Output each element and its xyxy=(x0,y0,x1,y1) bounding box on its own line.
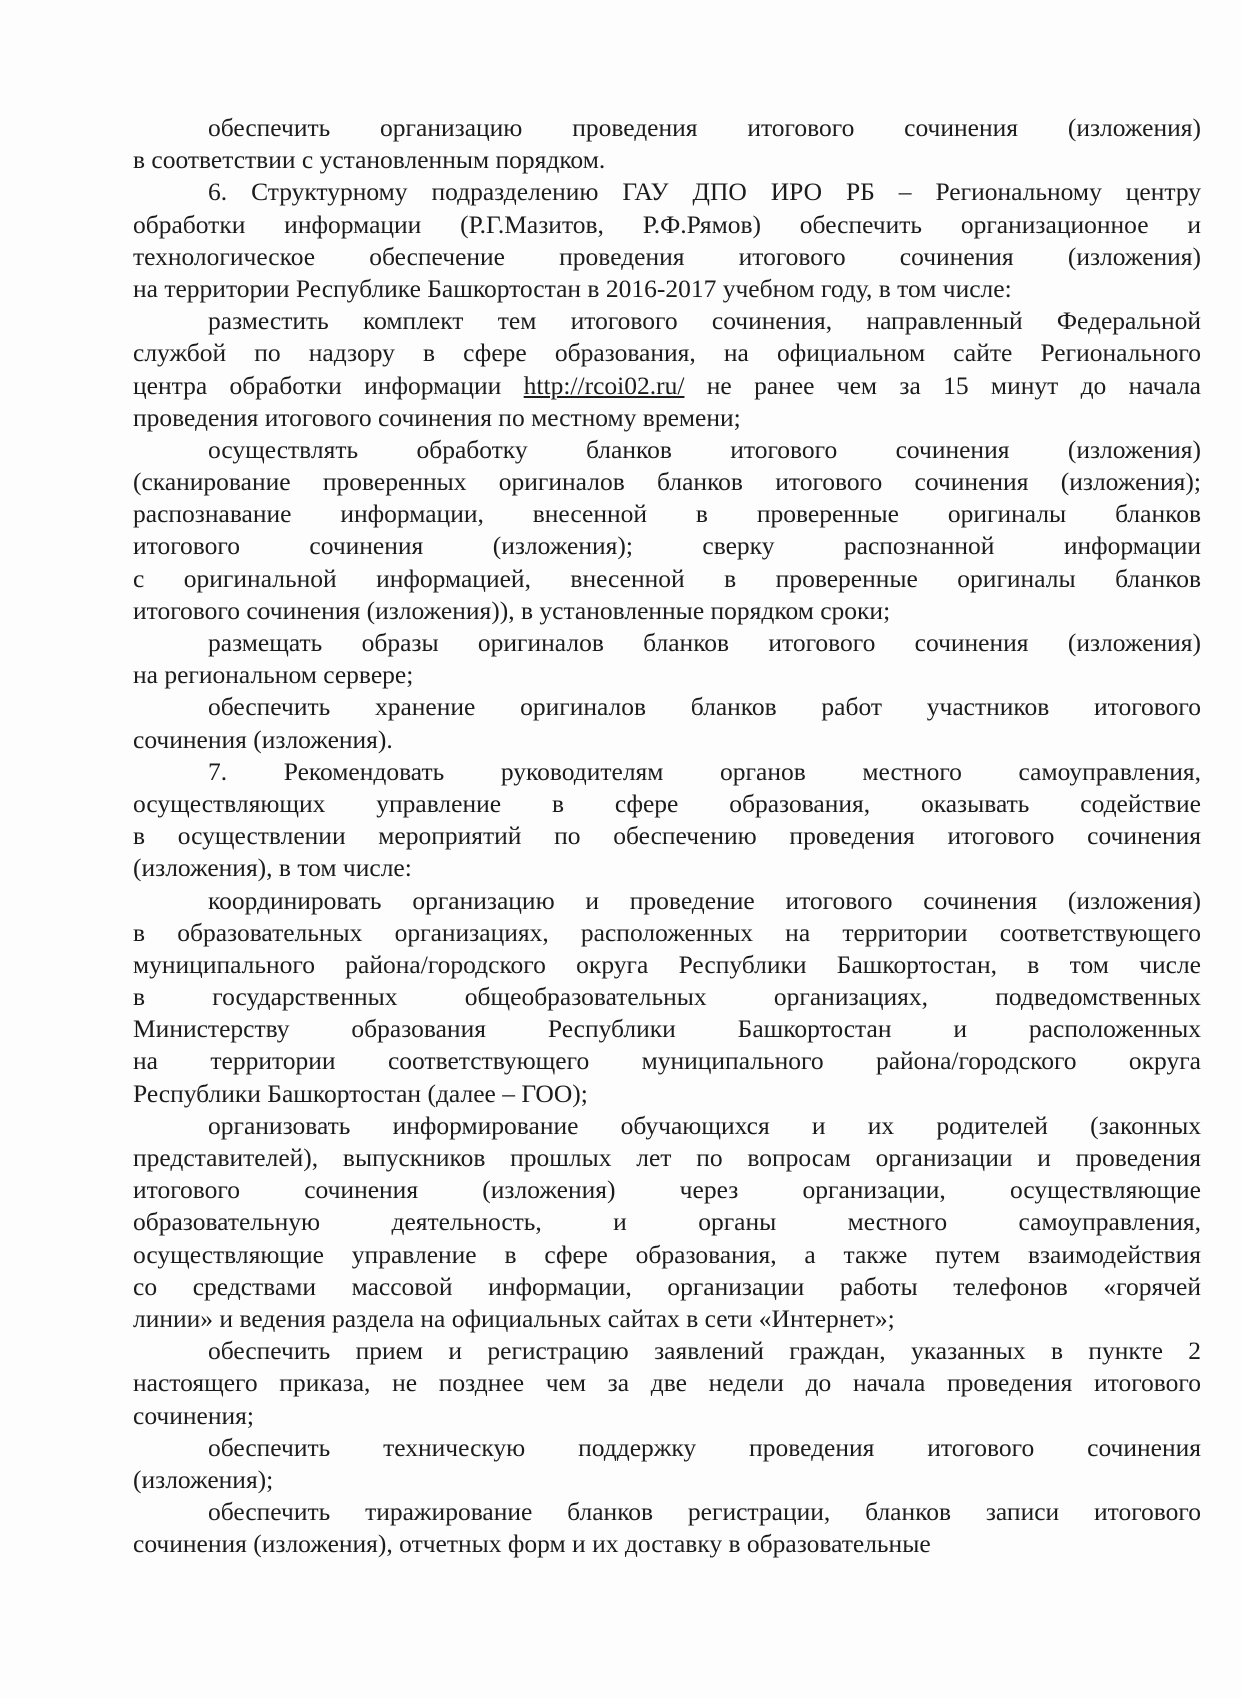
paragraph xyxy=(133,434,1201,627)
text-line: с оригинальной информацией, внесенной в проверенные оригиналы бланков xyxy=(133,563,1201,593)
text-line: организовать информирование обучающихся и их родителей (законных xyxy=(208,1110,1201,1140)
text-line: в соответствии с установленным порядком. xyxy=(133,145,606,175)
paragraph xyxy=(133,627,1201,691)
text-line: 7. Рекомендовать руководителям органов местного самоуправления, xyxy=(208,756,1201,786)
text-line: осуществлять обработку бланков итогового сочинения (изложения) xyxy=(208,434,1201,464)
text-line: (изложения); xyxy=(133,1464,274,1494)
text-line: на территории Республике Башкортостан в 2016-2017 учебном году, в том числе: xyxy=(133,273,1012,303)
text-line: муниципального района/городского округа Республики Башкортостан, в том числе xyxy=(133,949,1201,979)
text-line: обеспечить техническую поддержку проведения итогового сочинения xyxy=(208,1432,1201,1462)
text-line: сочинения; xyxy=(133,1400,254,1430)
paragraph xyxy=(133,1496,1201,1560)
text-line: координировать организацию и проведение итогового сочинения (изложения) xyxy=(208,885,1201,915)
text-line: (сканирование проверенных оригиналов бланков итогового сочинения (изложения); xyxy=(133,467,1201,497)
text-line: осуществляющих управление в сфере образования, оказывать содействие xyxy=(133,788,1201,818)
text-line: итогового сочинения (изложения); сверку распознанной информации xyxy=(133,531,1201,561)
text-line: 6. Структурному подразделению ГАУ ДПО ИРО РБ – Региональному центру xyxy=(208,177,1201,207)
text-line: на региональном сервере; xyxy=(133,660,414,690)
text-line: образовательную деятельность, и органы местного самоуправления, xyxy=(133,1207,1201,1237)
text-line: размещать образы оригиналов бланков итогового сочинения (изложения) xyxy=(208,628,1201,657)
text-line: осуществляющие управление в сфере образования, а также путем взаимодействия xyxy=(133,1239,1201,1269)
paragraph xyxy=(133,1110,1201,1335)
text-line: обеспечить организацию проведения итогового сочинения (изложения) xyxy=(208,113,1201,142)
text-line: распознавание информации, внесенной в проверенные оригиналы бланков xyxy=(133,499,1201,529)
text-line xyxy=(133,370,1201,402)
rcoi-website-link[interactable]: http://rcoi02.ru/ xyxy=(523,370,685,400)
paragraph xyxy=(133,1335,1201,1432)
paragraph xyxy=(133,691,1201,755)
text-line: представителей), выпускников прошлых лет по вопросам организации и проведения xyxy=(133,1143,1201,1172)
text-line: разместить комплект тем итогового сочинения, направленный Федеральной xyxy=(208,306,1201,336)
text-segment: центра обработки информации xyxy=(133,370,524,400)
paragraph xyxy=(133,1432,1201,1496)
text-line: обеспечить прием и регистрацию заявлений граждан, указанных в пункте 2 xyxy=(208,1336,1201,1366)
text-line: обеспечить тиражирование бланков регистрации, бланков записи итогового xyxy=(208,1497,1201,1527)
paragraph xyxy=(133,176,1201,305)
text-line: на территории соответствующего муниципального района/городского округа xyxy=(133,1046,1201,1076)
text-line: линии» и ведения раздела на официальных сайтах в сети «Интернет»; xyxy=(133,1303,895,1333)
text-line: итогового сочинения (изложения)), в установленные порядком сроки; xyxy=(133,595,891,625)
text-line: сочинения (изложения), отчетных форм и их доставку в образовательные xyxy=(133,1529,931,1559)
text-line: технологическое обеспечение проведения итогового сочинения (изложения) xyxy=(133,241,1201,271)
text-line: службой по надзору в сфере образования, на официальном сайте Регионального xyxy=(133,338,1201,368)
text-line: со средствами массовой информации, организации работы телефонов «горячей xyxy=(133,1271,1201,1301)
text-line: в осуществлении мероприятий по обеспечению проведения итогового сочинения xyxy=(133,821,1201,851)
text-line: в государственных общеобразовательных организациях, подведомственных xyxy=(133,982,1201,1012)
text-line: итогового сочинения (изложения) через организации, осуществляющие xyxy=(133,1175,1201,1205)
text-line: обработки информации (Р.Г.Мазитов, Р.Ф.Рямов) обеспечить организационное и xyxy=(133,209,1201,239)
text-segment: не ранее чем за 15 минут до начала xyxy=(684,370,1201,400)
document-body xyxy=(133,112,1201,1560)
text-line: (изложения), в том числе: xyxy=(133,853,412,883)
text-line: настоящего приказа, не позднее чем за две недели до начала проведения итогового xyxy=(133,1368,1201,1398)
paragraph xyxy=(133,885,1201,1110)
text-line: проведения итогового сочинения по местному времени; xyxy=(133,402,741,432)
text-line: обеспечить хранение оригиналов бланков работ участников итогового xyxy=(208,692,1201,722)
text-line: сочинения (изложения). xyxy=(133,724,393,754)
paragraph xyxy=(133,305,1201,434)
paragraph xyxy=(133,112,1201,176)
text-line: Республики Башкортостан (далее – ГОО); xyxy=(133,1078,588,1108)
text-line: в образовательных организациях, расположенных на территории соответствующего xyxy=(133,917,1201,947)
text-line: Министерству образования Республики Башкортостан и расположенных xyxy=(133,1014,1201,1044)
paragraph xyxy=(133,756,1201,885)
